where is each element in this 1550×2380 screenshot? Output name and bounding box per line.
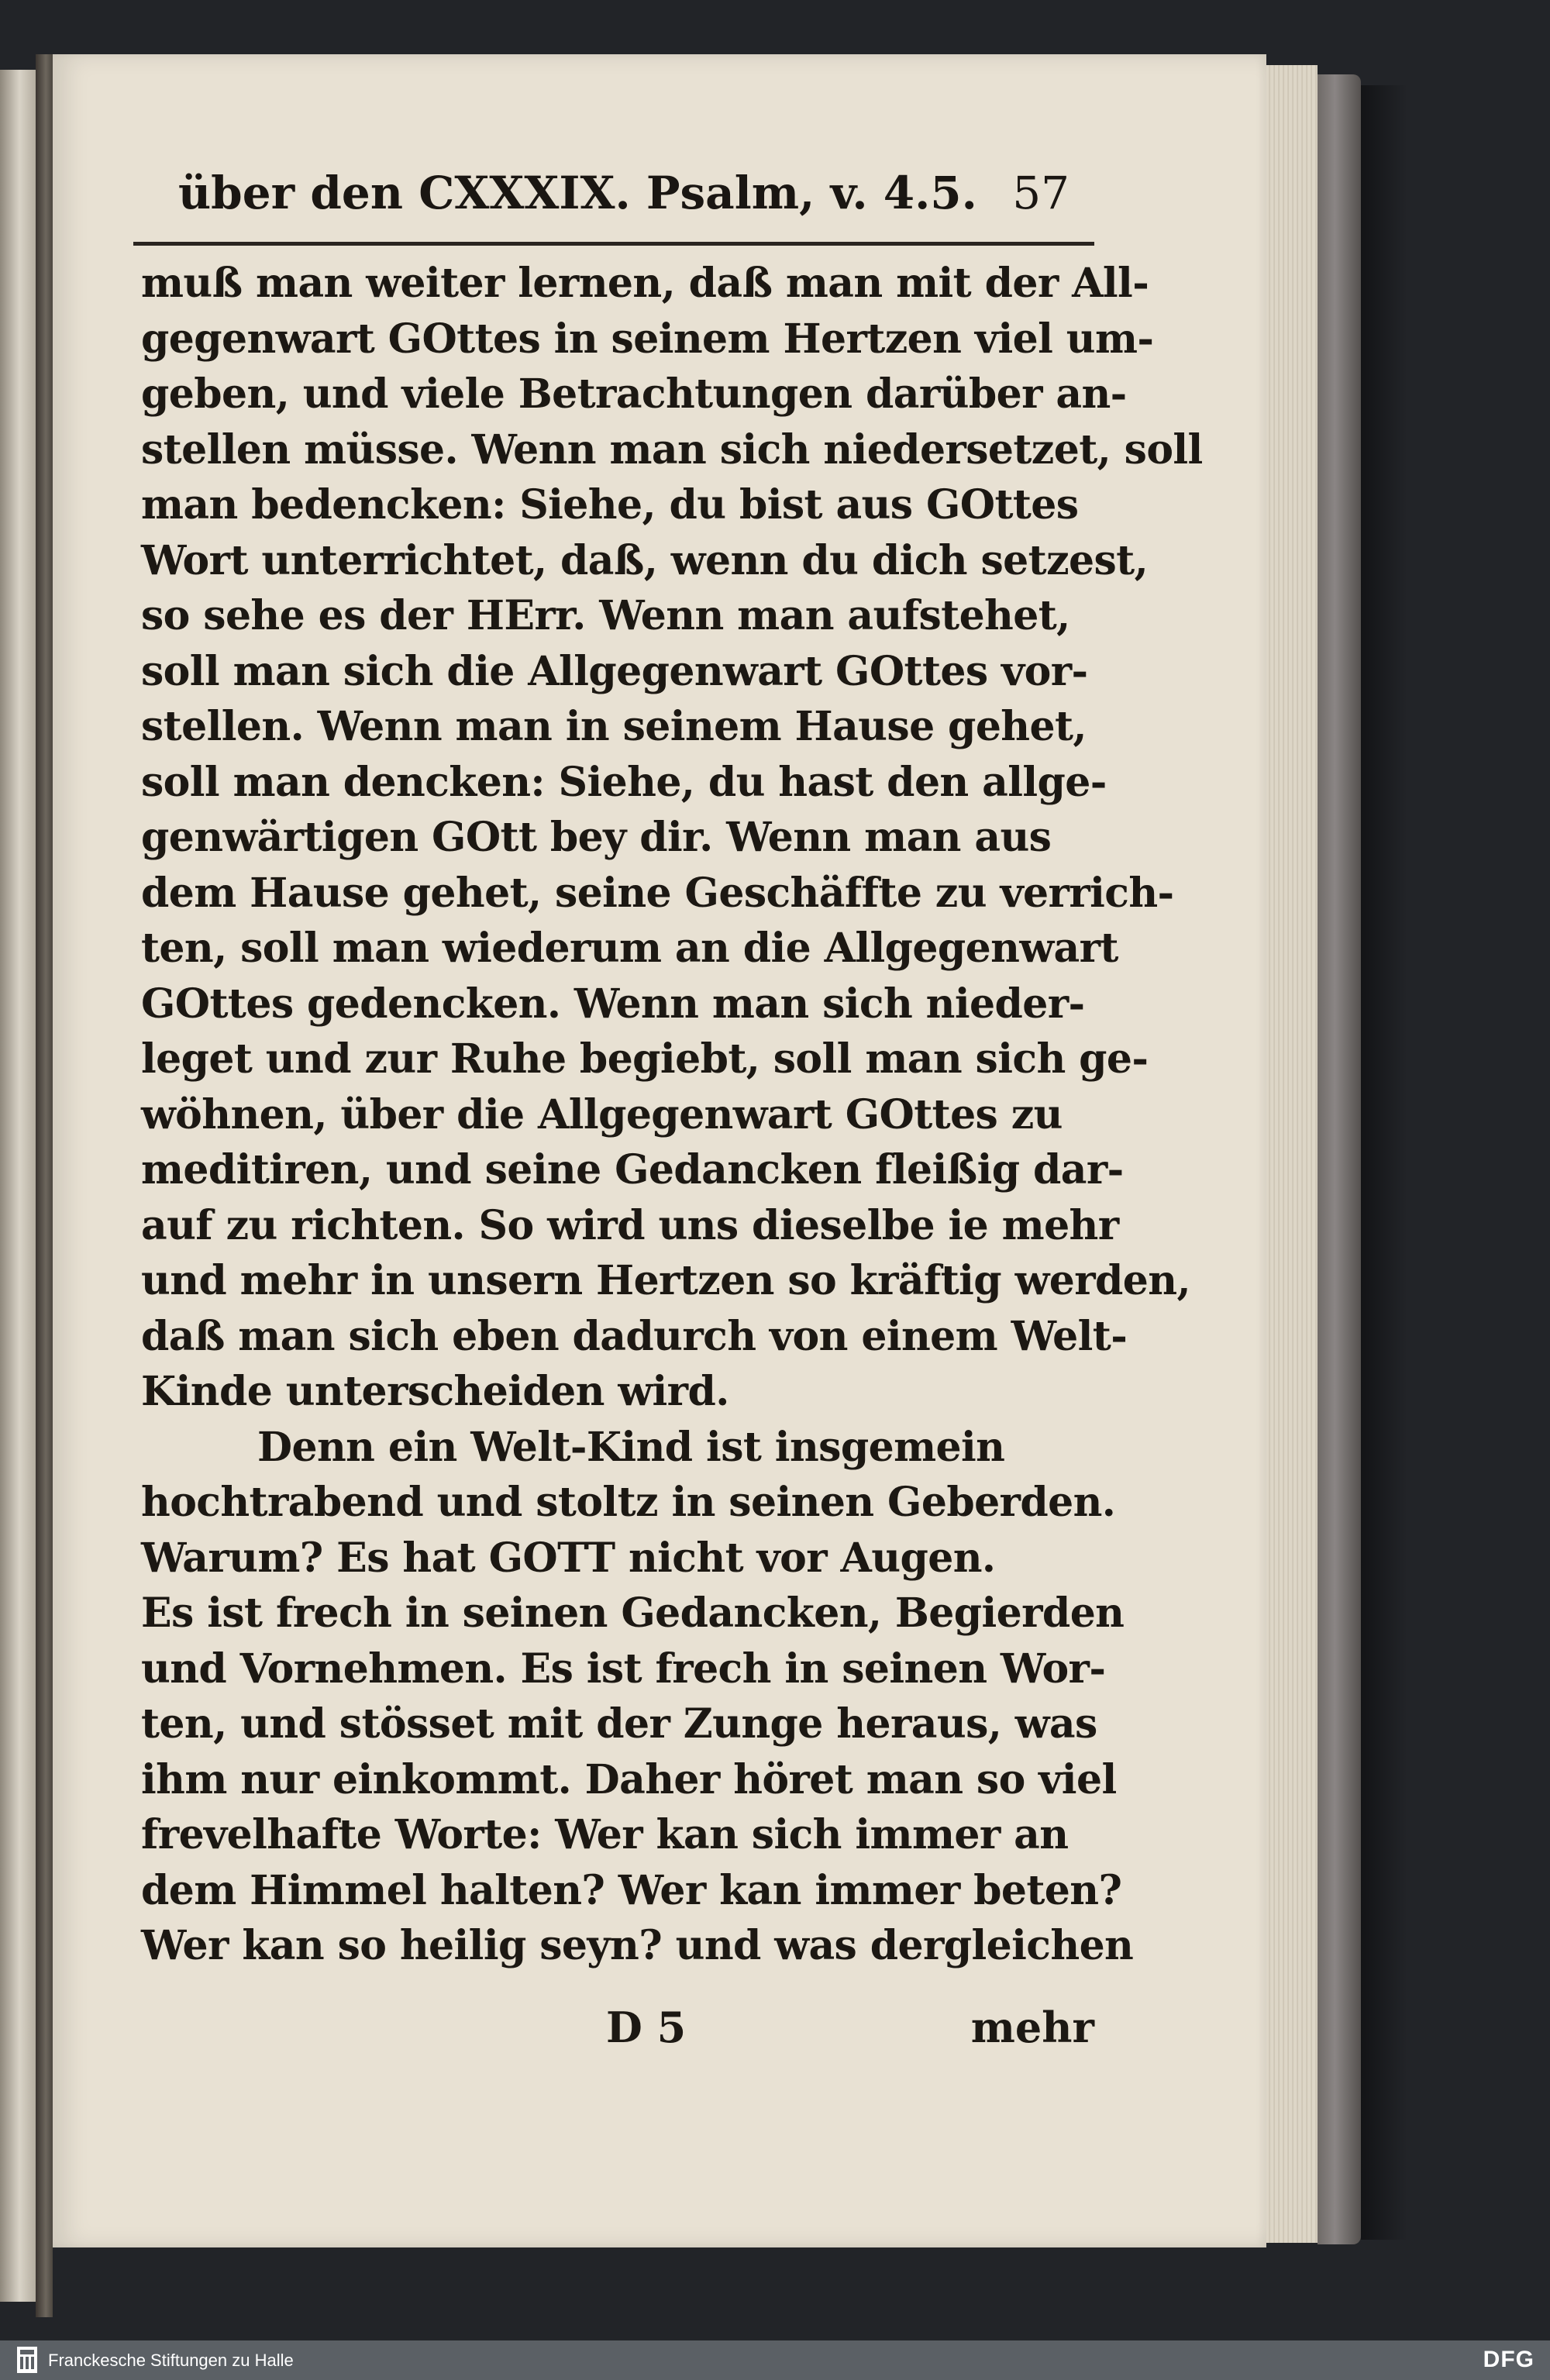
text-line: geben, und viele Betrachtungen darüber an- — [141, 370, 1127, 418]
text-line: stellen müsse. Wenn man sich niedersetzet, soll — [141, 425, 1203, 474]
text-line: und Vornehmen. Es ist frech in seinen Wor- — [141, 1645, 1106, 1693]
text-line: dem Hause gehet, seine Geschäffte zu verrich- — [141, 869, 1174, 917]
text-line: man bedencken: Siehe, du bist aus GOttes — [141, 481, 1079, 529]
text-line: frevelhafte Worte: Wer kan sich immer an — [141, 1811, 1069, 1858]
text-line: muß man weiter lernen, daß man mit der All- — [141, 260, 1149, 307]
text-line: leget und zur Ruhe begiebt, soll man sich ge- — [141, 1035, 1149, 1083]
text-line: so sehe es der HErr. Wenn man aufstehet, — [141, 592, 1070, 639]
foundation-logo-icon — [16, 2345, 39, 2375]
book-gutter — [36, 54, 53, 2317]
text-line: auf zu richten. So wird uns dieselbe ie mehr — [141, 1201, 1119, 1249]
text-line: Warum? Es hat GOTT nicht vor Augen. — [141, 1534, 996, 1582]
text-line: Wer kan so heilig seyn? und was dergleichen — [141, 1922, 1134, 1969]
text-line: wöhnen, über die Allgegenwart GOttes zu — [141, 1090, 1063, 1138]
paragraph-start-line: Denn ein Welt-Kind ist insgemein — [257, 1423, 1005, 1471]
text-line: hochtrabend und stoltz in seinen Geberden. — [141, 1479, 1116, 1526]
text-line: meditiren, und seine Gedancken fleißig dar- — [141, 1146, 1124, 1193]
text-line: soll man sich die Allgegenwart GOttes vor- — [141, 647, 1088, 695]
facing-page-edge — [0, 70, 36, 2302]
book-cover-edge — [1318, 74, 1361, 2244]
catchword: mehr — [970, 2003, 1094, 2052]
text-line: ten, und stösset mit der Zunge heraus, was — [141, 1700, 1097, 1748]
header-rule — [133, 242, 1094, 246]
text-line: und mehr in unsern Hertzen so kräftig werden, — [141, 1257, 1190, 1304]
text-line: Wort unterrichtet, daß, wenn du dich setzest, — [141, 536, 1149, 584]
text-line: soll man dencken: Siehe, du hast den allge- — [141, 758, 1107, 806]
text-line: dem Himmel halten? Wer kan immer beten? — [141, 1866, 1122, 1914]
text-line: GOttes gedencken. Wenn man sich nieder- — [141, 980, 1085, 1028]
text-line: Es ist frech in seinen Gedancken, Begierden — [141, 1590, 1125, 1637]
text-line: daß man sich eben dadurch von einem Welt- — [141, 1312, 1128, 1360]
text-line: gegenwart GOttes in seinem Hertzen viel um- — [141, 315, 1154, 363]
page-block-edge — [1266, 65, 1318, 2243]
running-head: über den CXXXIX. Psalm, v. 4.5. — [178, 167, 977, 219]
text-line: Kinde unterscheiden wird. — [141, 1368, 729, 1415]
institution-credit: Franckesche Stiftungen zu Halle — [48, 2351, 294, 2370]
cover-shadow — [1361, 85, 1407, 2240]
text-line: genwärtigen GOtt bey dir. Wenn man aus — [141, 814, 1052, 861]
page-header — [178, 167, 1070, 236]
text-line: ten, soll man wiederum an die Allgegenwart — [141, 925, 1118, 972]
text-line: ihm nur einkommt. Daher höret man so viel — [141, 1755, 1117, 1803]
text-line: stellen. Wenn man in seinem Hause gehet, — [141, 703, 1087, 750]
page-number: 57 — [1012, 167, 1070, 219]
signature-mark: D 5 — [606, 2003, 687, 2052]
funder-logo: DFG — [1483, 2347, 1534, 2372]
body-text — [141, 256, 1203, 1974]
page-footer — [141, 2003, 1094, 2065]
